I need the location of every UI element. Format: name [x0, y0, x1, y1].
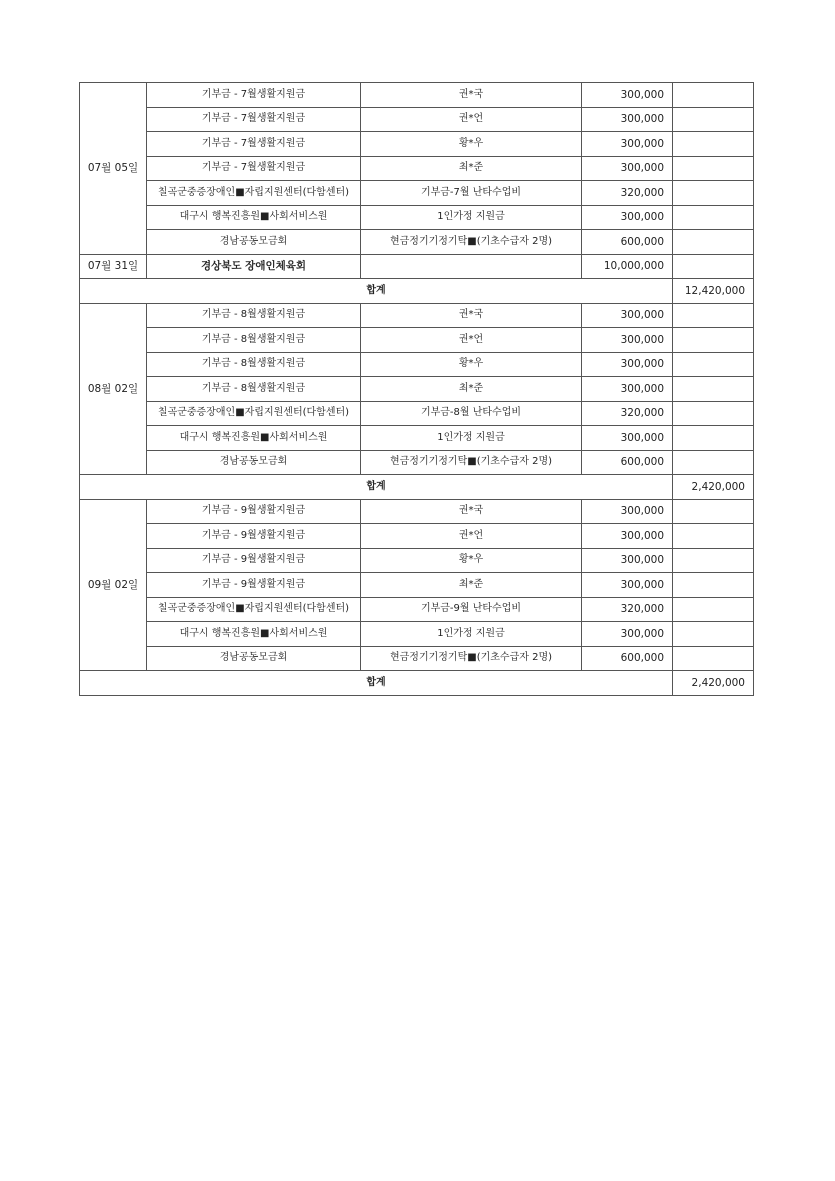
detail-cell: 최*준: [361, 156, 582, 181]
table-row: [80, 132, 754, 157]
amount-cell: 300,000: [582, 352, 673, 377]
recipient-cell: 기부금 - 7월생활지원금: [147, 156, 361, 181]
table-row: [80, 328, 754, 353]
amount-cell: 300,000: [582, 328, 673, 353]
detail-cell: 최*준: [361, 573, 582, 598]
amount-cell: 300,000: [582, 573, 673, 598]
subtotal-cell: [673, 205, 754, 230]
subtotal-cell: [673, 303, 754, 328]
detail-cell: 1인가정 지원금: [361, 426, 582, 451]
subtotal-cell: [673, 132, 754, 157]
table-row: [80, 156, 754, 181]
recipient-cell: 기부금 - 9월생활지원금: [147, 548, 361, 573]
subtotal-cell: [673, 401, 754, 426]
table-row: [80, 205, 754, 230]
amount-cell: 300,000: [582, 622, 673, 647]
total-row: [80, 475, 754, 500]
table-row: [80, 622, 754, 647]
recipient-cell: 경상북도 장애인체육회: [147, 254, 361, 279]
detail-cell: 현금정기기정기탁■(기초수급자 2명): [361, 230, 582, 255]
recipient-cell: 대구시 행복진흥원■사회서비스원: [147, 205, 361, 230]
total-row: [80, 279, 754, 304]
table-row: [80, 107, 754, 132]
detail-cell: 권*언: [361, 328, 582, 353]
table-row: [80, 254, 754, 279]
table-row: [80, 597, 754, 622]
recipient-cell: 경남공동모금회: [147, 450, 361, 475]
total-value: 12,420,000: [673, 279, 754, 304]
subtotal-cell: [673, 450, 754, 475]
detail-cell: 최*준: [361, 377, 582, 402]
total-row: [80, 671, 754, 696]
recipient-cell: 칠곡군중증장애인■자립지원센터(다함센터): [147, 401, 361, 426]
date-cell: 09월 02일: [80, 499, 147, 671]
detail-cell: 기부금-7월 난타수업비: [361, 181, 582, 206]
detail-cell: 권*국: [361, 83, 582, 108]
recipient-cell: 기부금 - 9월생활지원금: [147, 499, 361, 524]
amount-cell: 600,000: [582, 230, 673, 255]
subtotal-cell: [673, 573, 754, 598]
detail-cell: 기부금-9월 난타수업비: [361, 597, 582, 622]
ledger-body: [80, 83, 754, 696]
recipient-cell: 경남공동모금회: [147, 230, 361, 255]
subtotal-cell: [673, 597, 754, 622]
subtotal-cell: [673, 352, 754, 377]
amount-cell: 320,000: [582, 181, 673, 206]
table-row: [80, 352, 754, 377]
recipient-cell: 대구시 행복진흥원■사회서비스원: [147, 426, 361, 451]
subtotal-cell: [673, 524, 754, 549]
subtotal-cell: [673, 622, 754, 647]
detail-cell: 현금정기기정기탁■(기초수급자 2명): [361, 450, 582, 475]
amount-cell: 300,000: [582, 107, 673, 132]
table-row: [80, 499, 754, 524]
recipient-cell: 기부금 - 9월생활지원금: [147, 524, 361, 549]
amount-cell: 600,000: [582, 450, 673, 475]
recipient-cell: 칠곡군중증장애인■자립지원센터(다함센터): [147, 181, 361, 206]
subtotal-cell: [673, 646, 754, 671]
date-cell: 08월 02일: [80, 303, 147, 475]
amount-cell: 300,000: [582, 548, 673, 573]
detail-cell: 황*우: [361, 548, 582, 573]
table-row: [80, 303, 754, 328]
detail-cell: 1인가정 지원금: [361, 205, 582, 230]
total-value: 2,420,000: [673, 475, 754, 500]
subtotal-cell: [673, 499, 754, 524]
total-label: 합계: [80, 279, 673, 304]
recipient-cell: 기부금 - 9월생활지원금: [147, 573, 361, 598]
amount-cell: 600,000: [582, 646, 673, 671]
detail-cell: 기부금-8월 난타수업비: [361, 401, 582, 426]
total-label: 합계: [80, 671, 673, 696]
amount-cell: 320,000: [582, 401, 673, 426]
subtotal-cell: [673, 83, 754, 108]
table-row: [80, 83, 754, 108]
recipient-cell: 기부금 - 7월생활지원금: [147, 83, 361, 108]
table-row: [80, 377, 754, 402]
table-row: [80, 450, 754, 475]
amount-cell: 300,000: [582, 303, 673, 328]
detail-cell: 황*우: [361, 352, 582, 377]
donation-ledger-table: [79, 82, 754, 696]
recipient-cell: 칠곡군중증장애인■자립지원센터(다함센터): [147, 597, 361, 622]
table-row: [80, 646, 754, 671]
subtotal-cell: [673, 254, 754, 279]
total-label: 합계: [80, 475, 673, 500]
table-row: [80, 181, 754, 206]
subtotal-cell: [673, 107, 754, 132]
date-cell: 07월 31일: [80, 254, 147, 279]
detail-cell: 권*국: [361, 303, 582, 328]
subtotal-cell: [673, 548, 754, 573]
recipient-cell: 대구시 행복진흥원■사회서비스원: [147, 622, 361, 647]
amount-cell: 300,000: [582, 377, 673, 402]
detail-cell: 권*국: [361, 499, 582, 524]
amount-cell: 10,000,000: [582, 254, 673, 279]
subtotal-cell: [673, 230, 754, 255]
table-row: [80, 524, 754, 549]
amount-cell: 300,000: [582, 426, 673, 451]
amount-cell: 320,000: [582, 597, 673, 622]
detail-cell: 권*언: [361, 524, 582, 549]
subtotal-cell: [673, 328, 754, 353]
recipient-cell: 기부금 - 7월생활지원금: [147, 132, 361, 157]
amount-cell: 300,000: [582, 132, 673, 157]
table-row: [80, 426, 754, 451]
table-row: [80, 230, 754, 255]
amount-cell: 300,000: [582, 83, 673, 108]
recipient-cell: 기부금 - 7월생활지원금: [147, 107, 361, 132]
recipient-cell: 경남공동모금회: [147, 646, 361, 671]
date-cell: 07월 05일: [80, 83, 147, 255]
subtotal-cell: [673, 426, 754, 451]
detail-cell: [361, 254, 582, 279]
subtotal-cell: [673, 377, 754, 402]
amount-cell: 300,000: [582, 524, 673, 549]
recipient-cell: 기부금 - 8월생활지원금: [147, 377, 361, 402]
detail-cell: 1인가정 지원금: [361, 622, 582, 647]
amount-cell: 300,000: [582, 205, 673, 230]
total-value: 2,420,000: [673, 671, 754, 696]
table-row: [80, 548, 754, 573]
amount-cell: 300,000: [582, 156, 673, 181]
detail-cell: 황*우: [361, 132, 582, 157]
amount-cell: 300,000: [582, 499, 673, 524]
table-row: [80, 401, 754, 426]
recipient-cell: 기부금 - 8월생활지원금: [147, 328, 361, 353]
recipient-cell: 기부금 - 8월생활지원금: [147, 303, 361, 328]
table-row: [80, 573, 754, 598]
subtotal-cell: [673, 156, 754, 181]
subtotal-cell: [673, 181, 754, 206]
detail-cell: 권*언: [361, 107, 582, 132]
recipient-cell: 기부금 - 8월생활지원금: [147, 352, 361, 377]
detail-cell: 현금정기기정기탁■(기초수급자 2명): [361, 646, 582, 671]
